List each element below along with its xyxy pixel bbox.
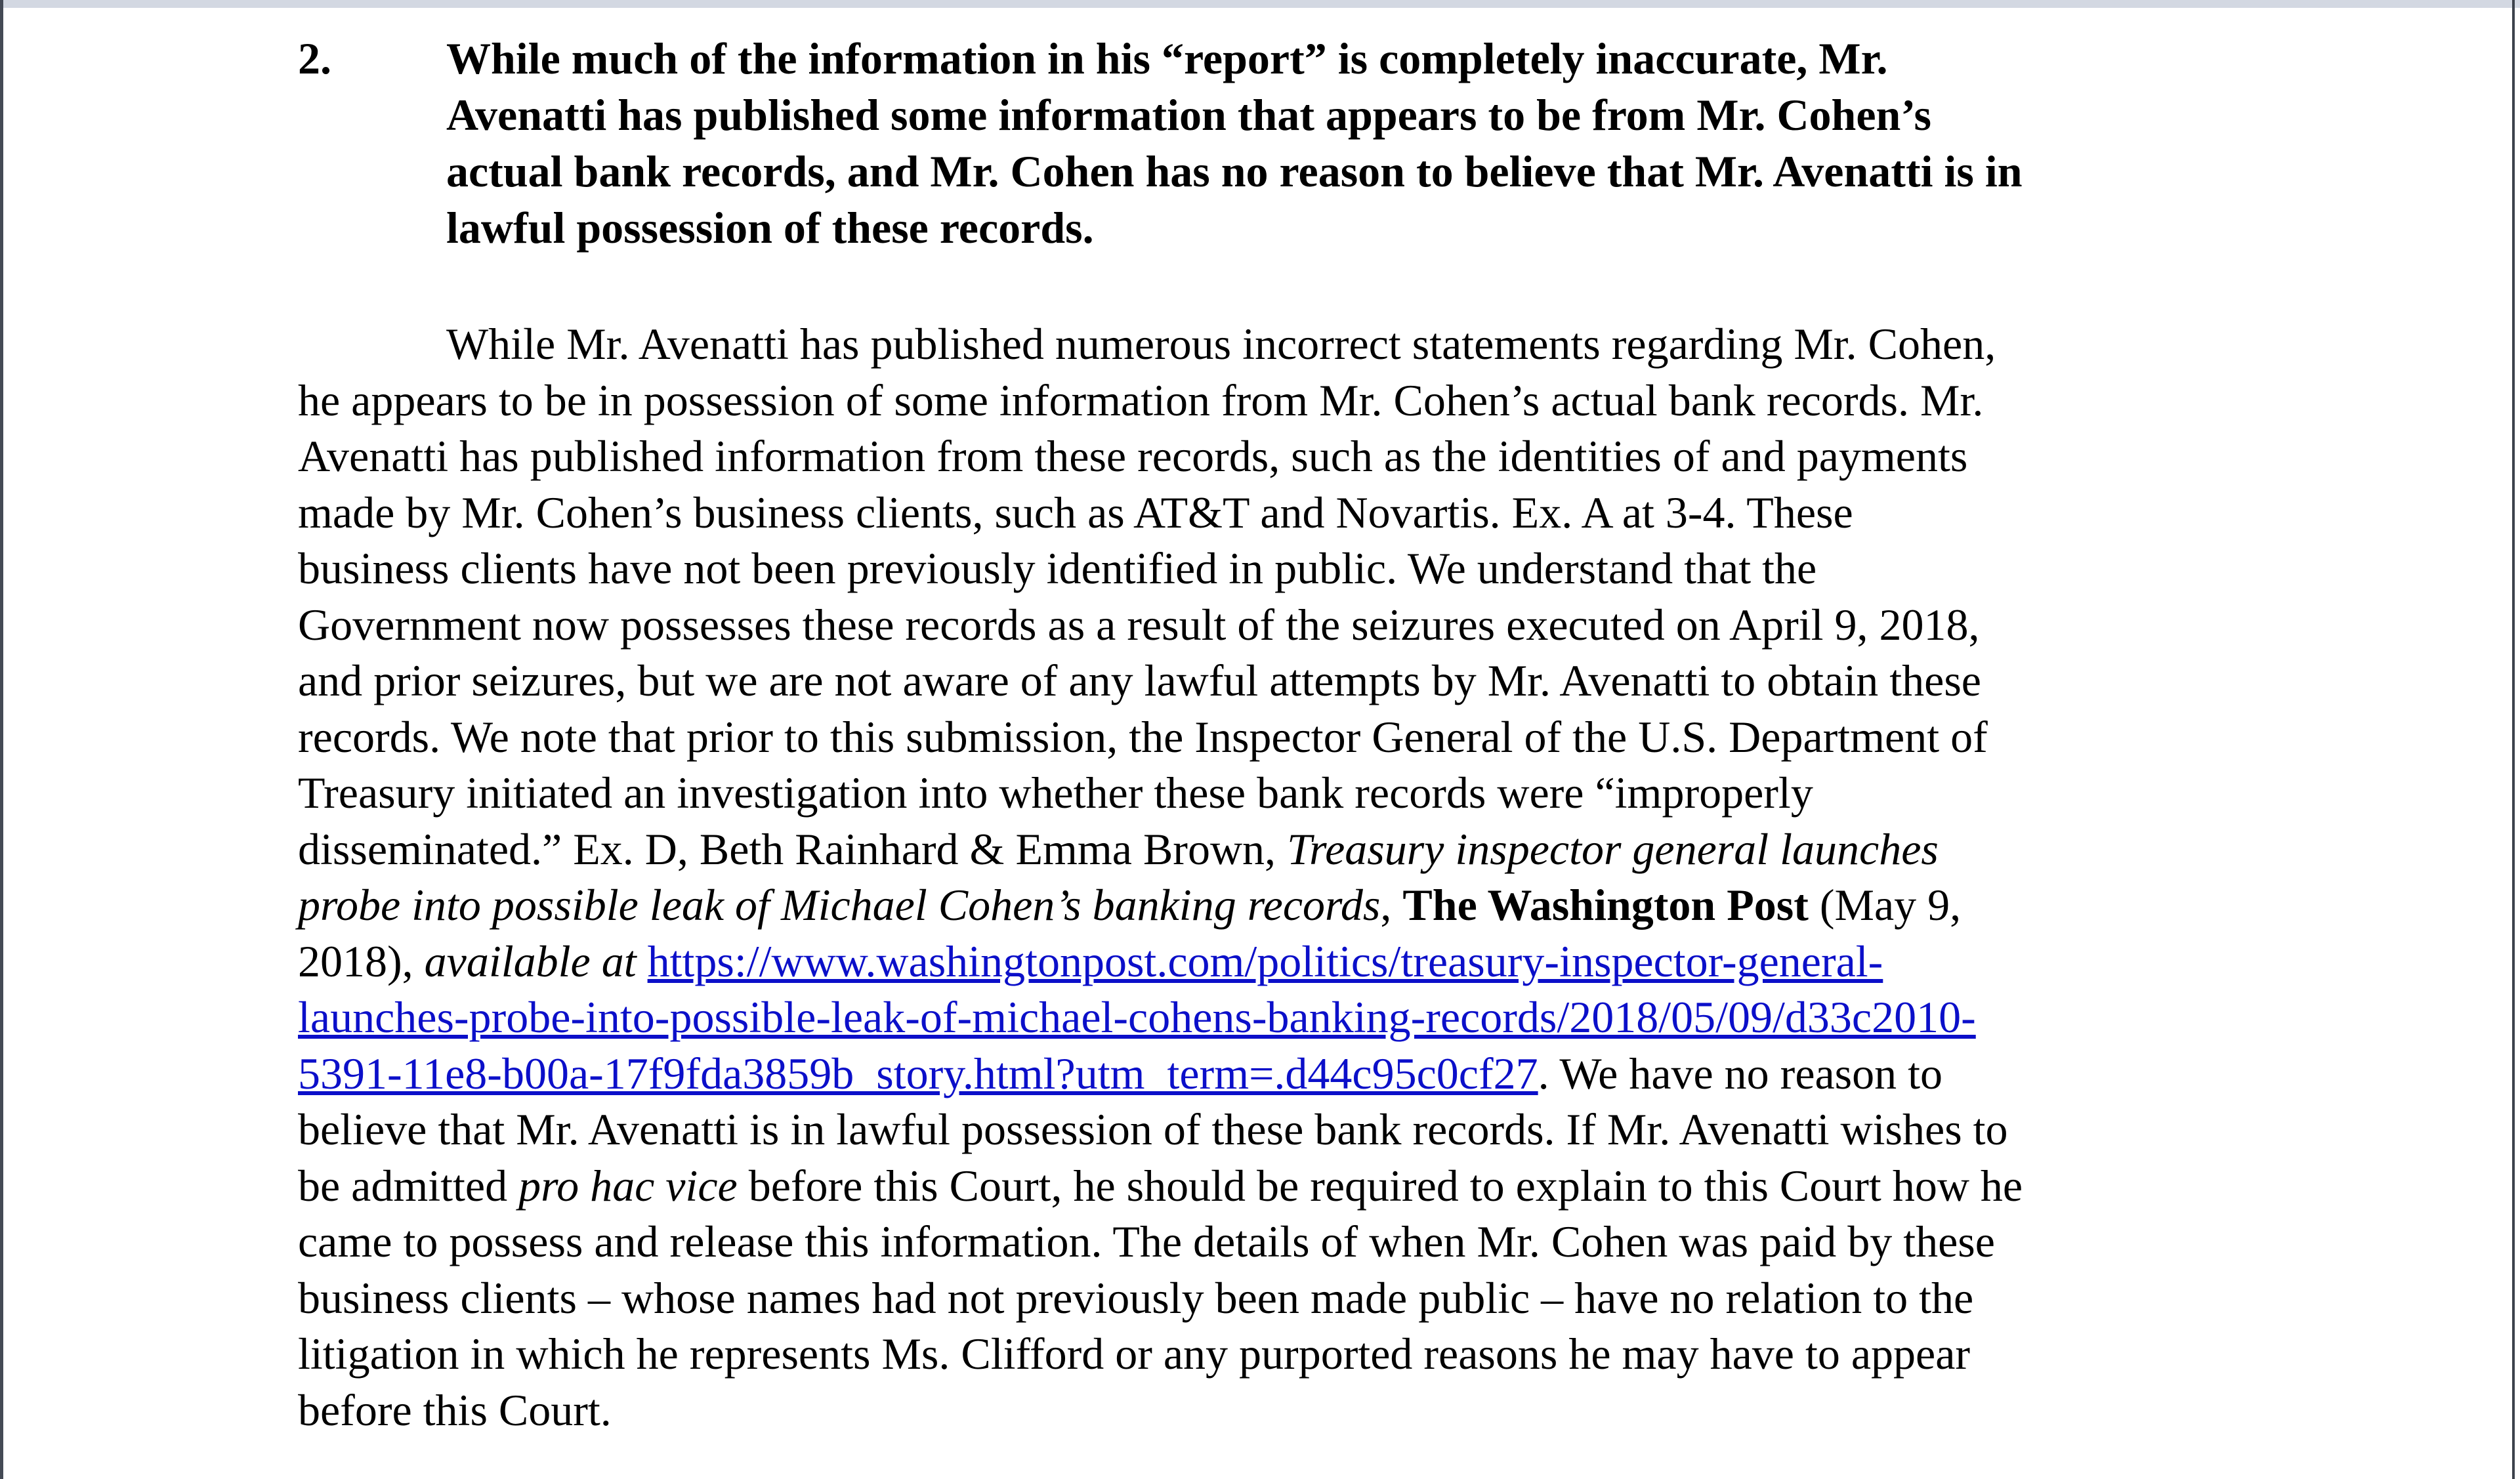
paragraph-line: business clients – whose names had not previously been made public – have no relation to the	[298, 1272, 1974, 1323]
paragraph-line: Government now possesses these records as a result of the seizures executed on April 9, 2018,	[298, 599, 1980, 650]
paragraph-text: . We have no reason to	[1538, 1048, 1943, 1098]
paragraph-line	[298, 822, 2240, 878]
paragraph-text: be admitted	[298, 1160, 519, 1211]
article-title: probe into possible leak of Michael Cohen’s banking records	[298, 880, 1381, 930]
paragraph-line	[298, 877, 2240, 934]
paragraph-line: he appears to be in possession of some information from Mr. Cohen’s actual bank records. Mr.	[298, 375, 1984, 425]
article-url-link[interactable]: 5391-11e8-b00a-17f9fda3859b_story.html?utm_term=.d44c95c0cf27	[298, 1048, 1538, 1098]
section-number: 2.	[298, 33, 331, 83]
paragraph-line: business clients have not been previously identified in public. We understand that the	[298, 543, 1817, 593]
paragraph-line	[298, 1046, 2240, 1102]
paragraph-text: While Mr. Avenatti has published numerous incorrect statements regarding Mr. Cohen,	[446, 319, 1996, 369]
paragraph-line: believe that Mr. Avenatti is in lawful possession of these bank records. If Mr. Avenatti wishes to	[298, 1104, 2008, 1154]
body-paragraph	[298, 316, 2240, 1438]
heading-line: lawful possession of these records.	[446, 203, 1094, 253]
viewer-scrollbar[interactable]	[2512, 0, 2515, 1479]
paragraph-line	[298, 316, 2240, 373]
paragraph-line: came to possess and release this information. The details of when Mr. Cohen was paid by these	[298, 1217, 1995, 1266]
article-url-link[interactable]: launches-probe-into-possible-leak-of-michael-cohens-banking-records/2018/05/09/d33c2010-	[298, 992, 1976, 1042]
paragraph-line: litigation in which he represents Ms. Clifford or any purported reasons he may have to appear	[298, 1329, 1971, 1379]
paragraph-line	[298, 989, 2240, 1046]
paragraph-text: ,	[1380, 880, 1403, 930]
paragraph-line: before this Court.	[298, 1385, 612, 1435]
paragraph-text: before this Court, he should be required to explain to this Court how he	[737, 1160, 2023, 1211]
publication-name: The Washington Post	[1402, 880, 1809, 930]
heading-line: Avenatti has published some information that appears to be from Mr. Cohen’s	[446, 90, 1931, 140]
article-title: Treasury inspector general launches	[1287, 823, 1939, 874]
section-heading	[446, 30, 2218, 256]
paragraph-line: Avenatti has published information from these records, such as the identities of and payments	[298, 431, 1968, 481]
paragraph-line	[298, 1158, 2240, 1215]
paragraph-text: 2018),	[298, 936, 425, 986]
paragraph-line: made by Mr. Cohen’s business clients, such as AT&T and Novartis. Ex. A at 3-4. These	[298, 487, 1853, 537]
latin-term: pro hac vice	[518, 1160, 738, 1211]
paragraph-text	[637, 936, 648, 986]
paragraph-line	[298, 934, 2240, 990]
paragraph-text: (May 9,	[1808, 880, 1962, 930]
paragraph-line: records. We note that prior to this submission, the Inspector General of the U.S. Department of	[298, 711, 1988, 762]
heading-line: While much of the information in his “report” is completely inaccurate, Mr.	[446, 33, 1888, 83]
paragraph-line: Treasury initiated an investigation into whether these bank records were “improperly	[298, 768, 1813, 818]
paragraph-line: and prior seizures, but we are not aware of any lawful attempts by Mr. Avenatti to obtain these	[298, 656, 1981, 705]
heading-line: actual bank records, and Mr. Cohen has no reason to believe that Mr. Avenatti is in	[446, 146, 2023, 196]
citation-signal: available at	[424, 936, 637, 986]
article-url-link[interactable]: https://www.washingtonpost.com/politics/treasury-inspector-general-	[647, 936, 1883, 986]
paragraph-text: disseminated.” Ex. D, Beth Rainhard & Emma Brown,	[298, 823, 1288, 874]
